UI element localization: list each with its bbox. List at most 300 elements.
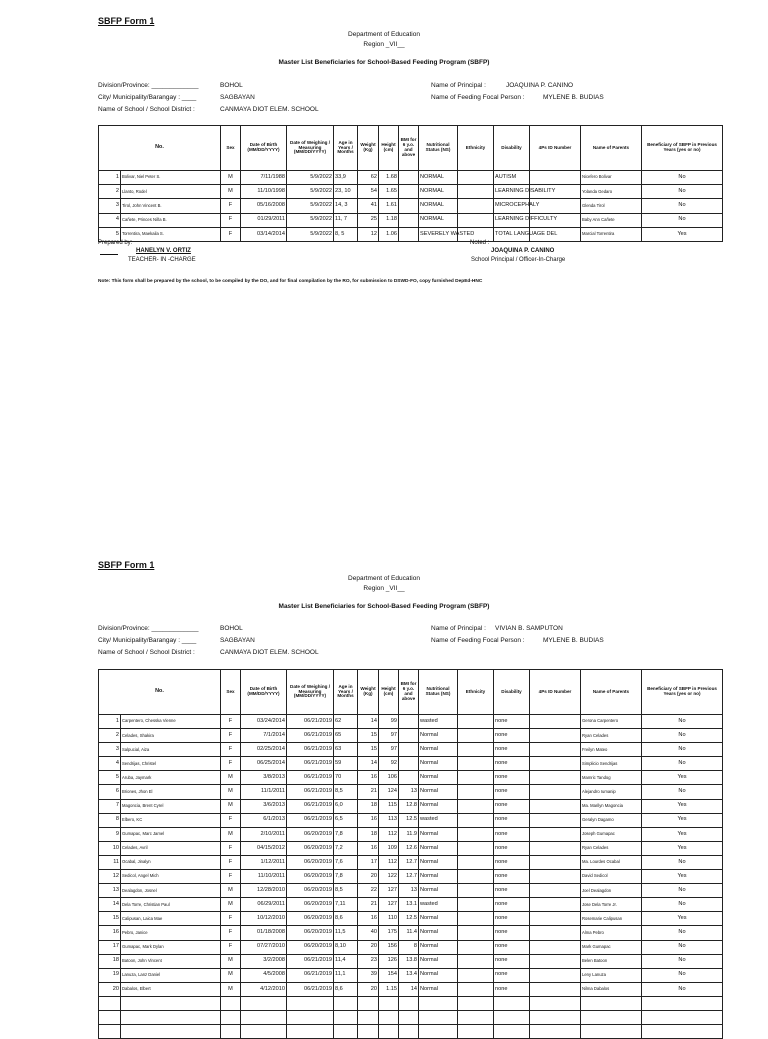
cell-ethnicity xyxy=(458,799,494,813)
cell-disability: none xyxy=(494,870,530,884)
school-label: Name of School / School District : xyxy=(98,106,195,113)
cell-ethnicity xyxy=(458,912,494,926)
cell-bmi: 13.1 xyxy=(399,898,419,912)
cell-empty xyxy=(287,996,334,1010)
table-row xyxy=(99,841,723,855)
cell-empty xyxy=(358,1025,379,1039)
cell-height: 106 xyxy=(379,771,399,785)
cell-parents: Baby Ann Cañete xyxy=(581,213,642,227)
noted-title: School Principal / Officer-In-Charge xyxy=(471,257,566,263)
cell-parents: Yolanda Gedaro xyxy=(581,185,642,199)
cell-no: 11 xyxy=(99,855,121,869)
cell-no: 1 xyxy=(99,715,121,729)
region-label: Region _VII__ xyxy=(363,585,405,592)
cell-dob: 01/18/2008 xyxy=(241,926,287,940)
cell-ns: Normal xyxy=(419,912,458,926)
cell-no: 4 xyxy=(99,213,121,227)
cell-age: 6,0 xyxy=(334,799,358,813)
cell-no: 7 xyxy=(99,799,121,813)
cell-age: 70 xyxy=(334,771,358,785)
cell-ethnicity xyxy=(458,841,494,855)
cell-ns: Normal xyxy=(419,968,458,982)
cell-empty xyxy=(358,996,379,1010)
cell-fourps xyxy=(530,785,581,799)
cell-height: 92 xyxy=(379,757,399,771)
cell-dow: 06/20/2019 xyxy=(287,870,334,884)
cell-disability: none xyxy=(494,827,530,841)
cell-age: 62 xyxy=(334,715,358,729)
cell-ethnicity xyxy=(458,185,494,199)
cell-empty xyxy=(334,996,358,1010)
cell-beneficiary: Yes xyxy=(642,841,723,855)
cell-beneficiary: No xyxy=(642,926,723,940)
department-label: Department of Education xyxy=(348,31,420,38)
cell-bmi: 13.8 xyxy=(399,954,419,968)
cell-sex: F xyxy=(221,870,241,884)
focal-person-value: MYLENE B. BUDIAS xyxy=(543,637,604,644)
cell-height: 1.06 xyxy=(379,227,399,241)
cell-empty xyxy=(530,996,581,1010)
table-row xyxy=(99,982,723,996)
header-bmi: BMI for 6 y.o. and above xyxy=(399,670,419,715)
cell-disability: none xyxy=(494,813,530,827)
header-parents: Name of Parents xyxy=(581,670,642,715)
cell-dob: 07/27/2010 xyxy=(241,940,287,954)
cell-parents: Geralyn Dagamo xyxy=(581,813,642,827)
table-row xyxy=(99,715,723,729)
focal-person-value: MYLENE B. BUDIAS xyxy=(543,94,604,101)
cell-empty xyxy=(581,1010,642,1024)
cell-beneficiary: No xyxy=(642,785,723,799)
cell-empty xyxy=(221,1010,241,1024)
principal-label: Name of Principal : xyxy=(431,625,486,632)
cell-name: Celades, Shakira xyxy=(121,729,221,743)
cell-dob: 11/10/2011 xyxy=(241,870,287,884)
cell-ethnicity xyxy=(458,884,494,898)
table-row xyxy=(99,884,723,898)
header-age: Age in Years / Months xyxy=(334,670,358,715)
cell-ethnicity xyxy=(458,827,494,841)
cell-bmi: 13 xyxy=(399,884,419,898)
cell-name: Briones, Jhon El xyxy=(121,785,221,799)
cell-parents: Alejandro Iumanip xyxy=(581,785,642,799)
cell-name: Dela Torre, Christian Paul xyxy=(121,898,221,912)
cell-name: Carpentero, Chesska Vienne xyxy=(121,715,221,729)
cell-parents: Ma. Marilyn Magoncia xyxy=(581,799,642,813)
cell-dob: 4/12/2010 xyxy=(241,982,287,996)
cell-dob: 11/1/2011 xyxy=(241,785,287,799)
cell-beneficiary: No xyxy=(642,898,723,912)
cell-ns: Normal xyxy=(419,940,458,954)
master-list-title: Master List Beneficiaries for School-Based Feeding Program (SBFP) xyxy=(278,59,490,66)
cell-bmi xyxy=(399,227,419,241)
cell-beneficiary: Yes xyxy=(642,912,723,926)
empty-table-row xyxy=(99,1025,723,1039)
cell-empty xyxy=(494,996,530,1010)
cell-ethnicity xyxy=(458,870,494,884)
cell-empty xyxy=(642,1010,723,1024)
header-ns: Nutritional Status (NS) xyxy=(419,670,458,715)
signature-line xyxy=(100,254,118,255)
footnote: Note: This form shall be prepared by the school, to be compiled by the DO, and for final compilation by the RO, for submission to DSWD-FO, copy furnished DepEd-HNC xyxy=(98,279,483,284)
cell-bmi: 12.5 xyxy=(399,912,419,926)
table-row xyxy=(99,799,723,813)
cell-disability: none xyxy=(494,898,530,912)
noted-label: Noted : xyxy=(470,240,490,246)
cell-name: Salpucial, Aiza xyxy=(121,743,221,757)
cell-height: 124 xyxy=(379,785,399,799)
cell-dob: 1/12/2011 xyxy=(241,855,287,869)
cell-no: 9 xyxy=(99,827,121,841)
cell-sex: M xyxy=(221,785,241,799)
cell-weight: 41 xyxy=(358,199,379,213)
cell-empty xyxy=(530,1010,581,1024)
header-disability: Disability xyxy=(494,126,530,171)
cell-weight: 15 xyxy=(358,729,379,743)
table-header-row xyxy=(99,126,723,171)
cell-weight: 21 xyxy=(358,898,379,912)
cell-beneficiary: No xyxy=(642,743,723,757)
cell-disability: none xyxy=(494,715,530,729)
table-row xyxy=(99,870,723,884)
cell-beneficiary: No xyxy=(642,715,723,729)
cell-sex: M xyxy=(221,898,241,912)
cell-sex: F xyxy=(221,912,241,926)
cell-fourps xyxy=(530,898,581,912)
cell-sex: F xyxy=(221,841,241,855)
header-parents: Name of Parents xyxy=(581,126,642,171)
cell-weight: 17 xyxy=(358,855,379,869)
table-row xyxy=(99,912,723,926)
cell-parents: Alma Pebro xyxy=(581,926,642,940)
cell-disability: none xyxy=(494,954,530,968)
cell-no: 20 xyxy=(99,982,121,996)
cell-no: 1 xyxy=(99,171,121,185)
table-row xyxy=(99,968,723,982)
cell-weight: 23 xyxy=(358,954,379,968)
cell-name: Dealagdon, Josnel xyxy=(121,884,221,898)
cell-dow: 06/21/2019 xyxy=(287,968,334,982)
cell-age: 63 xyxy=(334,743,358,757)
cell-beneficiary: Yes xyxy=(642,771,723,785)
cell-dob: 10/12/2010 xyxy=(241,912,287,926)
cell-dob: 4/5/2008 xyxy=(241,968,287,982)
cell-weight: 62 xyxy=(358,171,379,185)
cell-bmi: 14 xyxy=(399,982,419,996)
cell-dob: 06/25/2014 xyxy=(241,757,287,771)
header-bmi: BMI for 6 y.o. and above xyxy=(399,126,419,171)
cell-empty xyxy=(99,996,121,1010)
cell-parents: Gerona Carpentero xyxy=(581,715,642,729)
cell-ns: Normal xyxy=(419,855,458,869)
cell-ns: wasted xyxy=(419,898,458,912)
cell-beneficiary: No xyxy=(642,884,723,898)
cell-parents: David Sedicol xyxy=(581,870,642,884)
cell-dob: 01/29/2011 xyxy=(241,213,287,227)
cell-dow: 5/9/2022 xyxy=(287,171,334,185)
cell-ns: Normal xyxy=(419,884,458,898)
cell-beneficiary: Yes xyxy=(642,799,723,813)
city-value: SAGBAYAN xyxy=(220,94,255,101)
cell-age: 14, 3 xyxy=(334,199,358,213)
cell-height: 175 xyxy=(379,926,399,940)
cell-empty xyxy=(399,1010,419,1024)
cell-no: 15 xyxy=(99,912,121,926)
cell-ethnicity xyxy=(458,213,494,227)
cell-height: 154 xyxy=(379,968,399,982)
cell-dob: 03/14/2014 xyxy=(241,227,287,241)
cell-height: 97 xyxy=(379,743,399,757)
header-height: Height (cm) xyxy=(379,126,399,171)
cell-name: Dabalos, Elbert xyxy=(121,982,221,996)
cell-ns: Normal xyxy=(419,926,458,940)
cell-fourps xyxy=(530,884,581,898)
division-value: BOHOL xyxy=(220,82,243,89)
cell-fourps xyxy=(530,715,581,729)
cell-ns: NORMAL xyxy=(419,171,458,185)
cell-parents: Belen Batoon xyxy=(581,954,642,968)
cell-age: 8, 5 xyxy=(334,227,358,241)
cell-weight: 39 xyxy=(358,968,379,982)
header-no: No. xyxy=(99,670,221,715)
table-row xyxy=(99,757,723,771)
cell-parents: Jose Dela Torre Jr. xyxy=(581,898,642,912)
cell-ns: Normal xyxy=(419,841,458,855)
cell-name: Celades, Avril xyxy=(121,841,221,855)
cell-height: 1.65 xyxy=(379,185,399,199)
cell-weight: 25 xyxy=(358,213,379,227)
cell-no: 3 xyxy=(99,199,121,213)
cell-dow: 06/20/2019 xyxy=(287,827,334,841)
table-row xyxy=(99,827,723,841)
cell-disability: none xyxy=(494,771,530,785)
cell-weight: 20 xyxy=(358,982,379,996)
cell-dow: 06/20/2019 xyxy=(287,898,334,912)
cell-height: 112 xyxy=(379,855,399,869)
cell-bmi: 12.5 xyxy=(399,813,419,827)
cell-fourps xyxy=(530,870,581,884)
cell-disability: LEARNING DISABILITY xyxy=(494,185,530,199)
table-row xyxy=(99,940,723,954)
cell-fourps xyxy=(530,771,581,785)
cell-fourps xyxy=(530,813,581,827)
header-beneficiary: Beneficiary of SBFP in Previous Years (yes or no) xyxy=(642,126,723,171)
cell-fourps xyxy=(530,799,581,813)
noted-name: JOAQUINA P. CANINO xyxy=(491,248,555,254)
cell-height: 122 xyxy=(379,870,399,884)
cell-empty xyxy=(399,1025,419,1039)
cell-empty xyxy=(358,1010,379,1024)
cell-ns: Normal xyxy=(419,785,458,799)
cell-sex: M xyxy=(221,171,241,185)
cell-bmi: 11.4 xyxy=(399,926,419,940)
cell-parents: Ryan Celades xyxy=(581,729,642,743)
cell-sex: M xyxy=(221,968,241,982)
cell-beneficiary: No xyxy=(642,954,723,968)
cell-beneficiary: Yes xyxy=(642,813,723,827)
cell-beneficiary: No xyxy=(642,940,723,954)
cell-ethnicity xyxy=(458,715,494,729)
cell-parents: Mamric Tandog xyxy=(581,771,642,785)
cell-beneficiary: No xyxy=(642,199,723,213)
cell-name: Llanto, Rodel xyxy=(121,185,221,199)
cell-no: 12 xyxy=(99,870,121,884)
cell-ethnicity xyxy=(458,743,494,757)
cell-dow: 06/21/2019 xyxy=(287,982,334,996)
city-value: SAGBAYAN xyxy=(220,637,255,644)
cell-parents: Joel Dealagdon xyxy=(581,884,642,898)
cell-empty xyxy=(642,996,723,1010)
cell-parents: Leny Lanuza xyxy=(581,968,642,982)
cell-dob: 3/6/2013 xyxy=(241,799,287,813)
cell-bmi: 12.8 xyxy=(399,799,419,813)
cell-age: 8,5 xyxy=(334,884,358,898)
cell-fourps xyxy=(530,940,581,954)
header-no: No. xyxy=(99,126,221,171)
cell-dow: 06/21/2019 xyxy=(287,715,334,729)
cell-dow: 06/21/2019 xyxy=(287,799,334,813)
cell-parents: Marcial Torrentira xyxy=(581,227,642,241)
cell-weight: 20 xyxy=(358,940,379,954)
cell-dow: 06/20/2019 xyxy=(287,841,334,855)
cell-weight: 16 xyxy=(358,912,379,926)
cell-name: Aruba, Jaymark xyxy=(121,771,221,785)
cell-empty xyxy=(379,996,399,1010)
cell-dob: 02/25/2014 xyxy=(241,743,287,757)
cell-name: Sendrijas, Christel xyxy=(121,757,221,771)
cell-dob: 04/15/2012 xyxy=(241,841,287,855)
cell-age: 7,11 xyxy=(334,898,358,912)
principal-value: JOAQUINA P. CANINO xyxy=(506,82,574,89)
form-title: SBFP Form 1 xyxy=(98,16,155,26)
cell-ns: Normal xyxy=(419,771,458,785)
school-value: CANMAYA DIOT ELEM. SCHOOL xyxy=(220,649,319,656)
cell-weight: 16 xyxy=(358,841,379,855)
cell-ethnicity xyxy=(458,898,494,912)
header-ethnicity: Ethnicity xyxy=(458,126,494,171)
cell-bmi: 12.7 xyxy=(399,870,419,884)
cell-height: 127 xyxy=(379,884,399,898)
cell-sex: F xyxy=(221,855,241,869)
cell-bmi xyxy=(399,213,419,227)
header-4ps: 4Ps ID Number xyxy=(530,126,581,171)
focal-person-label: Name of Feeding Focal Person : xyxy=(431,637,525,644)
cell-disability: TOTAL LANGUAGE DEL xyxy=(494,227,530,241)
header-sex: Sex xyxy=(221,126,241,171)
cell-weight: 54 xyxy=(358,185,379,199)
cell-weight: 16 xyxy=(358,813,379,827)
cell-height: 113 xyxy=(379,813,399,827)
header-beneficiary: Beneficiary of SBFP in Previous Years (yes or no) xyxy=(642,670,723,715)
principal-label: Name of Principal : xyxy=(431,82,486,89)
cell-ns: NORMAL xyxy=(419,213,458,227)
cell-no: 2 xyxy=(99,729,121,743)
cell-no: 16 xyxy=(99,926,121,940)
prepared-by-name: HANELYN V. ORTIZ xyxy=(136,248,191,254)
cell-fourps xyxy=(530,827,581,841)
header-weight: Weight (Kg) xyxy=(358,126,379,171)
cell-fourps xyxy=(530,171,581,185)
cell-dow: 5/9/2022 xyxy=(287,213,334,227)
cell-bmi: 11.9 xyxy=(399,827,419,841)
cell-age: 11,1 xyxy=(334,968,358,982)
cell-sex: M xyxy=(221,799,241,813)
cell-age: 11,4 xyxy=(334,954,358,968)
cell-height: 97 xyxy=(379,729,399,743)
cell-empty xyxy=(99,1010,121,1024)
prepared-by-label: Prepared by: xyxy=(98,240,133,246)
table-row xyxy=(99,813,723,827)
header-dow: Date of Weighing / Measuring (MM/DD/YYYY) xyxy=(287,126,334,171)
cell-height: 99 xyxy=(379,715,399,729)
cell-bmi xyxy=(399,771,419,785)
cell-age: 7,8 xyxy=(334,870,358,884)
cell-disability: none xyxy=(494,757,530,771)
cell-dob: 6/1/2013 xyxy=(241,813,287,827)
cell-beneficiary: Yes xyxy=(642,870,723,884)
cell-weight: 15 xyxy=(358,743,379,757)
cell-no: 18 xyxy=(99,954,121,968)
cell-age: 11, 7 xyxy=(334,213,358,227)
cell-fourps xyxy=(530,926,581,940)
cell-ns: Normal xyxy=(419,743,458,757)
cell-height: 115 xyxy=(379,799,399,813)
cell-age: 11,5 xyxy=(334,926,358,940)
header-dob: Date of Birth (MM/DD/YYYY) xyxy=(241,126,287,171)
cell-beneficiary: No xyxy=(642,855,723,869)
cell-age: 33,9 xyxy=(334,171,358,185)
cell-ns: Normal xyxy=(419,799,458,813)
cell-age: 7,2 xyxy=(334,841,358,855)
cell-height: 126 xyxy=(379,954,399,968)
cell-dob: 12/28/2010 xyxy=(241,884,287,898)
cell-disability: none xyxy=(494,926,530,940)
cell-fourps xyxy=(530,954,581,968)
cell-bmi: 8 xyxy=(399,940,419,954)
cell-ethnicity xyxy=(458,968,494,982)
cell-dow: 06/20/2019 xyxy=(287,926,334,940)
cell-disability: MICROCEPHALY xyxy=(494,199,530,213)
cell-parents: Freilyn Mateo xyxy=(581,743,642,757)
cell-ns: wasted xyxy=(419,715,458,729)
cell-dob: 7/1/2014 xyxy=(241,729,287,743)
cell-age: 23, 10 xyxy=(334,185,358,199)
cell-weight: 22 xyxy=(358,884,379,898)
cell-name: Calipusan, Laica Mae xyxy=(121,912,221,926)
cell-ns: Normal xyxy=(419,982,458,996)
focal-person-label: Name of Feeding Focal Person : xyxy=(431,94,525,101)
cell-ethnicity xyxy=(458,757,494,771)
header-4ps: 4Ps ID Number xyxy=(530,670,581,715)
cell-sex: F xyxy=(221,227,241,241)
cell-beneficiary: No xyxy=(642,213,723,227)
cell-empty xyxy=(121,996,221,1010)
cell-parents: Ryan Celades xyxy=(581,841,642,855)
cell-empty xyxy=(287,1010,334,1024)
table-row xyxy=(99,213,723,227)
table-row xyxy=(99,785,723,799)
cell-ethnicity xyxy=(458,982,494,996)
division-label: Division/Province: _____________ xyxy=(98,82,199,89)
table-row xyxy=(99,855,723,869)
cell-beneficiary: No xyxy=(642,729,723,743)
cell-ns: Normal xyxy=(419,870,458,884)
cell-no: 5 xyxy=(99,771,121,785)
cell-sex: M xyxy=(221,884,241,898)
cell-bmi xyxy=(399,199,419,213)
cell-disability: none xyxy=(494,940,530,954)
cell-ethnicity xyxy=(458,171,494,185)
